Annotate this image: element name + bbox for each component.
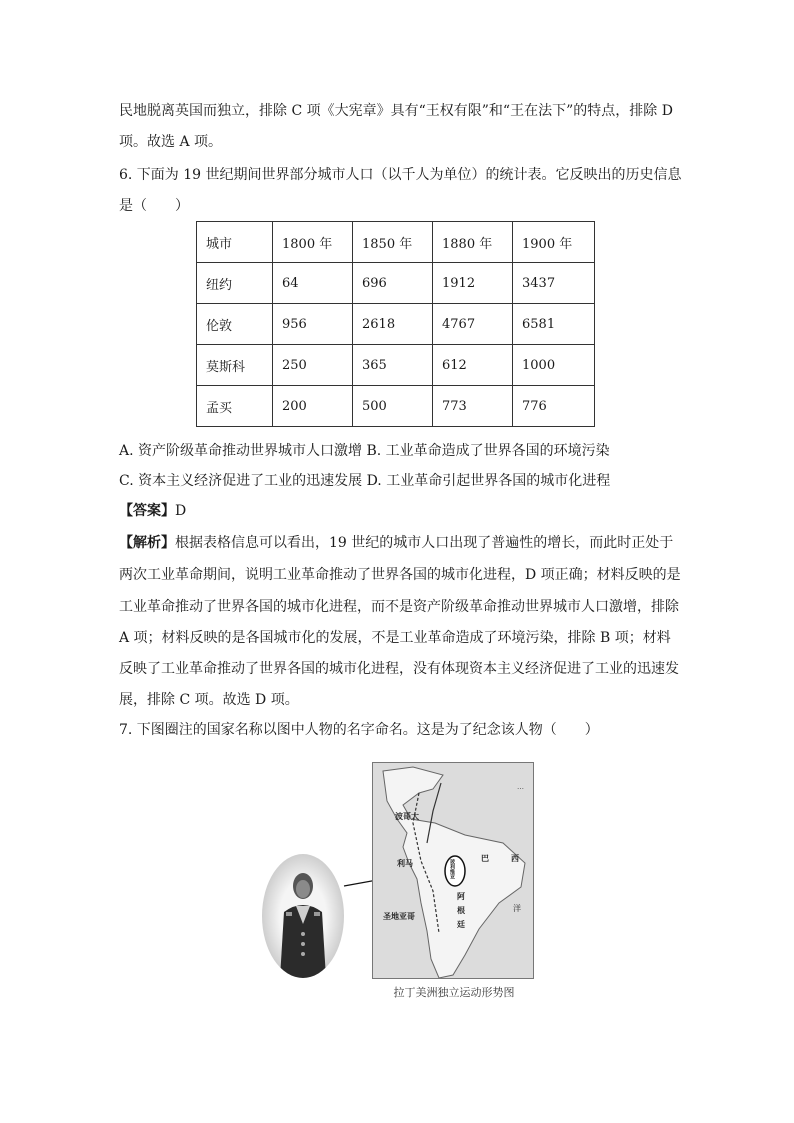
table-cell: 956 (273, 304, 353, 345)
map-label-argentina-2: 根 (457, 905, 465, 915)
historical-figure (262, 762, 534, 1007)
population-table (196, 221, 595, 427)
analysis-text: 根据表格信息可以看出，19 世纪的城市人口出现了普遍性的增长，而此时正处于 (175, 535, 674, 551)
table-header: 1900 年 (513, 222, 595, 263)
map-label-brazil-1: 巴 (481, 853, 489, 863)
table-cell: 3437 (513, 263, 595, 304)
paragraph-line: 项。故选 A 项。 (119, 134, 223, 150)
question-6-stem: 是（ ） (119, 198, 189, 214)
analysis-label: 【解析】 (119, 535, 175, 551)
answer-value: D (175, 503, 187, 519)
map-label-ocean: 洋 (513, 904, 521, 913)
table-cell: 6581 (513, 304, 595, 345)
map-label-argentina-3: 廷 (457, 919, 465, 929)
table-header: 1850 年 (353, 222, 433, 263)
map-label-lima: 利马 (397, 858, 413, 868)
analysis-line: A 项；材料反映的是各国城市化的发展，不是工业革命造成了环境污染，排除 B 项；材料 (119, 630, 671, 646)
map-label-argentina-1: 阿 (457, 891, 465, 901)
latin-america-map (372, 762, 534, 979)
analysis-line: 工业革命推动了世界各国的城市化进程，而不是资产阶级革命推动世界城市人口激增，排除 (119, 599, 679, 615)
table-row (197, 304, 595, 345)
table-cell: 1000 (513, 345, 595, 386)
table-cell: 2618 (353, 304, 433, 345)
paragraph-line: 民地脱离英国而独立，排除 C 项《大宪章》具有“王权有限”和“王在法下”的特点，排除 D (119, 103, 673, 119)
table-cell: 纽约 (197, 263, 273, 304)
question-6-stem: 6. 下面为 19 世纪期间世界部分城市人口（以千人为单位）的统计表。它反映出的历史信息 (119, 167, 682, 183)
table-header-row (197, 222, 595, 263)
table-row (197, 386, 595, 427)
table-cell: 773 (433, 386, 513, 427)
table-header: 1800 年 (273, 222, 353, 263)
table-cell: 孟买 (197, 386, 273, 427)
map-label-brazil-2: 西 (511, 853, 519, 863)
svg-text:…: … (517, 783, 524, 791)
table-cell: 4767 (433, 304, 513, 345)
answer (119, 501, 186, 521)
table-cell: 64 (273, 263, 353, 304)
options-cd: C. 资本主义经济促进了工业的迅速发展 D. 工业革命引起世界各国的城市化进程 (119, 473, 611, 489)
question-7-stem: 7. 下图圈注的国家名称以图中人物的名字命名。这是为了纪念该人物（ ） (119, 722, 599, 738)
answer-label: 【答案】 (119, 503, 175, 519)
table-cell: 200 (273, 386, 353, 427)
table-cell: 250 (273, 345, 353, 386)
options-ab: A. 资产阶级革命推动世界城市人口激增 B. 工业革命造成了世界各国的环境污染 (119, 443, 610, 459)
table-row (197, 263, 595, 304)
analysis-line: 反映了工业革命推动了世界各国的城市化进程，没有体现资本主义经济促进了工业的迅速发 (119, 661, 679, 677)
table-cell: 776 (513, 386, 595, 427)
table-cell: 伦敦 (197, 304, 273, 345)
table-cell: 696 (353, 263, 433, 304)
map-label-bolivia: 玻利维亚 (449, 859, 455, 879)
table-cell: 365 (353, 345, 433, 386)
table-cell: 莫斯科 (197, 345, 273, 386)
map-label-colombia: 波哥大 (395, 811, 419, 821)
table-cell: 612 (433, 345, 513, 386)
analysis-line (119, 533, 673, 553)
figure-caption: 拉丁美洲独立运动形势图 (393, 986, 515, 999)
table-row (197, 345, 595, 386)
analysis-line: 展，排除 C 项。故选 D 项。 (119, 692, 299, 708)
table-cell: 1912 (433, 263, 513, 304)
map-label-santiago: 圣地亚哥 (383, 911, 415, 921)
analysis-line: 两次工业革命期间，说明工业革命推动了世界各国的城市化进程，D 项正确；材料反映的是 (119, 567, 681, 583)
table-header: 1880 年 (433, 222, 513, 263)
table-header: 城市 (197, 222, 273, 263)
table-cell: 500 (353, 386, 433, 427)
